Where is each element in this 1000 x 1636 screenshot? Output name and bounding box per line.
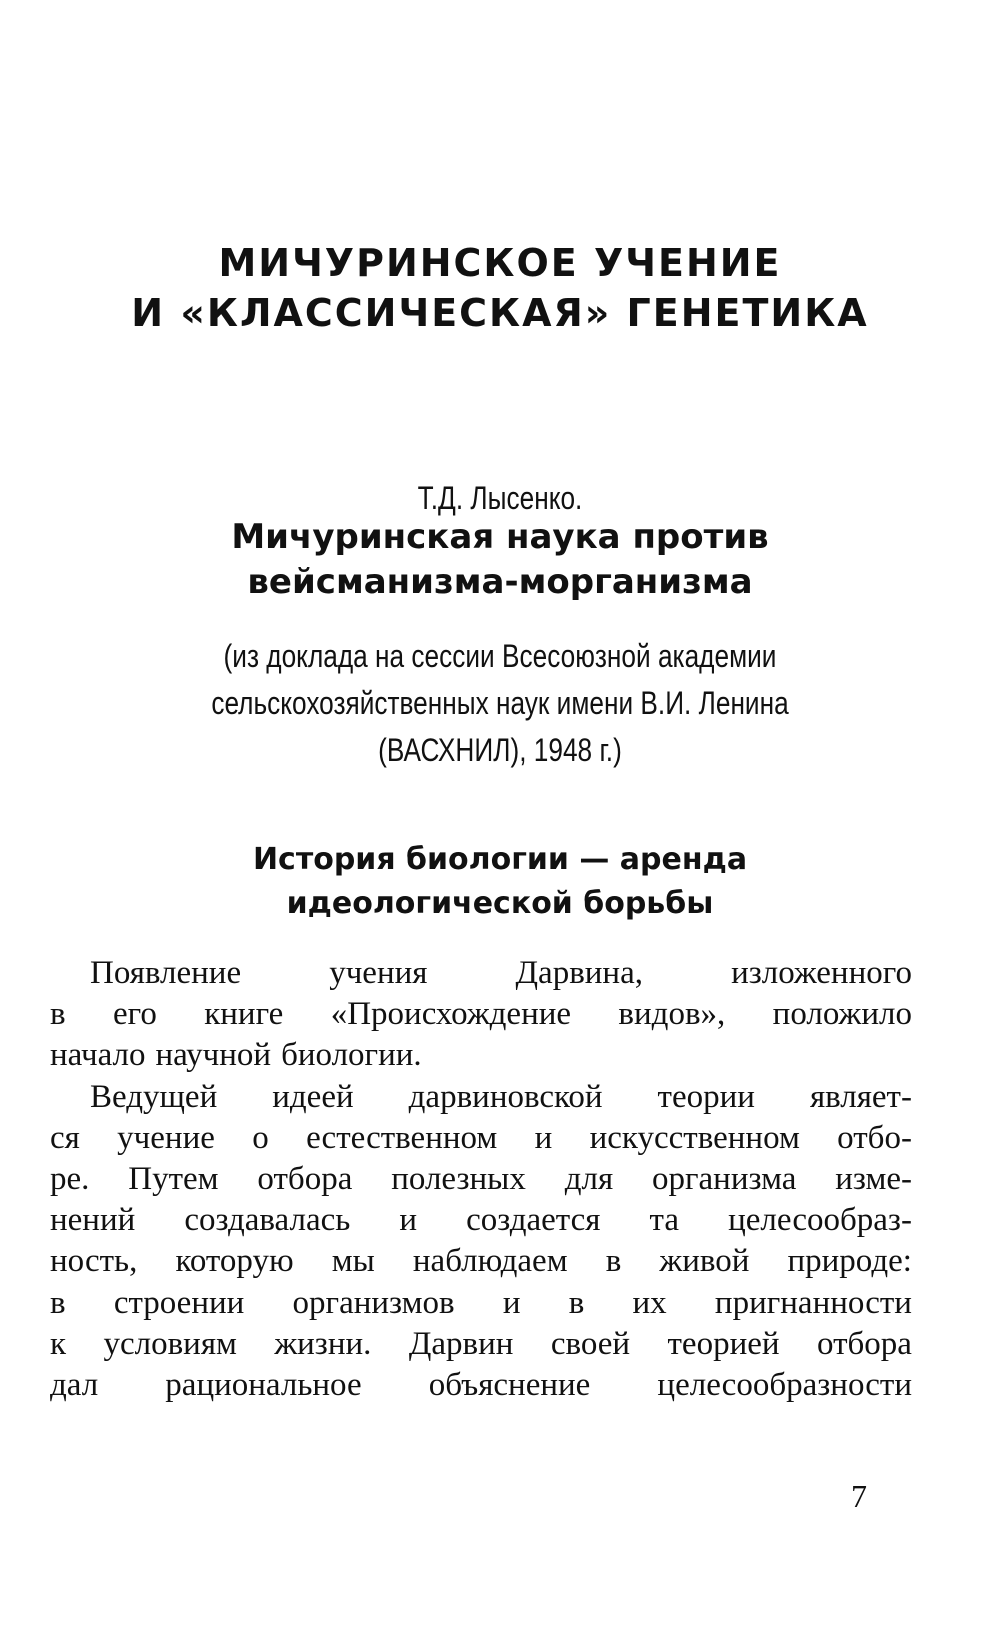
source-note-line-1: (из доклада на сессии Всесоюзной академии	[223, 638, 777, 674]
article-source-note	[123, 633, 877, 774]
text-line: ся учение о естественном и искусственном отбо-	[50, 1119, 912, 1156]
text-line: ре. Путем отбора полезных для организма изме-	[50, 1161, 912, 1198]
text-line: в строении организмов и в их пригнанности	[50, 1284, 912, 1321]
body-text	[50, 953, 912, 1406]
text-line: к условиям жизни. Дарвин своей теорией отбора	[50, 1325, 912, 1362]
article-title-line-2: вейсманизма-морганизма	[247, 562, 753, 602]
section-title	[80, 238, 920, 338]
article-title	[60, 515, 940, 605]
chapter-subheading	[60, 838, 940, 926]
section-title-line-2: И «КЛАССИЧЕСКАЯ» ГЕНЕТИКА	[131, 291, 869, 335]
subheading-line-1: История биологии — аренда	[252, 842, 748, 877]
text-line: начало научной биологии.	[50, 1037, 422, 1074]
paragraph-2	[50, 1077, 912, 1407]
text-line: ность, которую мы наблюдаем в живой природе:	[50, 1243, 912, 1280]
article-author: Т.Д. Лысенко.	[417, 480, 583, 516]
text-line: Ведущей идеей дарвиновской теории являет-	[90, 1078, 912, 1115]
text-line: нений создавалась и создается та целесообраз-	[50, 1202, 912, 1239]
source-note-line-2: сельскохозяйственных наук имени В.И. Ленина	[211, 685, 789, 721]
text-line: в его книге «Происхождение видов», положило	[50, 996, 912, 1033]
source-note-line-3: (ВАСХНИЛ), 1948 г.)	[378, 732, 622, 768]
text-line: дал рациональное объяснение целесообразности	[50, 1367, 912, 1404]
page-number: 7	[851, 1478, 867, 1514]
paragraph-1	[50, 953, 912, 1077]
article-title-line-1: Мичуринская наука против	[231, 517, 769, 557]
text-line: Появление учения Дарвина, изложенного	[90, 955, 912, 991]
subheading-line-2: идеологической борьбы	[286, 886, 714, 921]
section-title-line-1: МИЧУРИНСКОЕ УЧЕНИЕ	[218, 241, 782, 285]
